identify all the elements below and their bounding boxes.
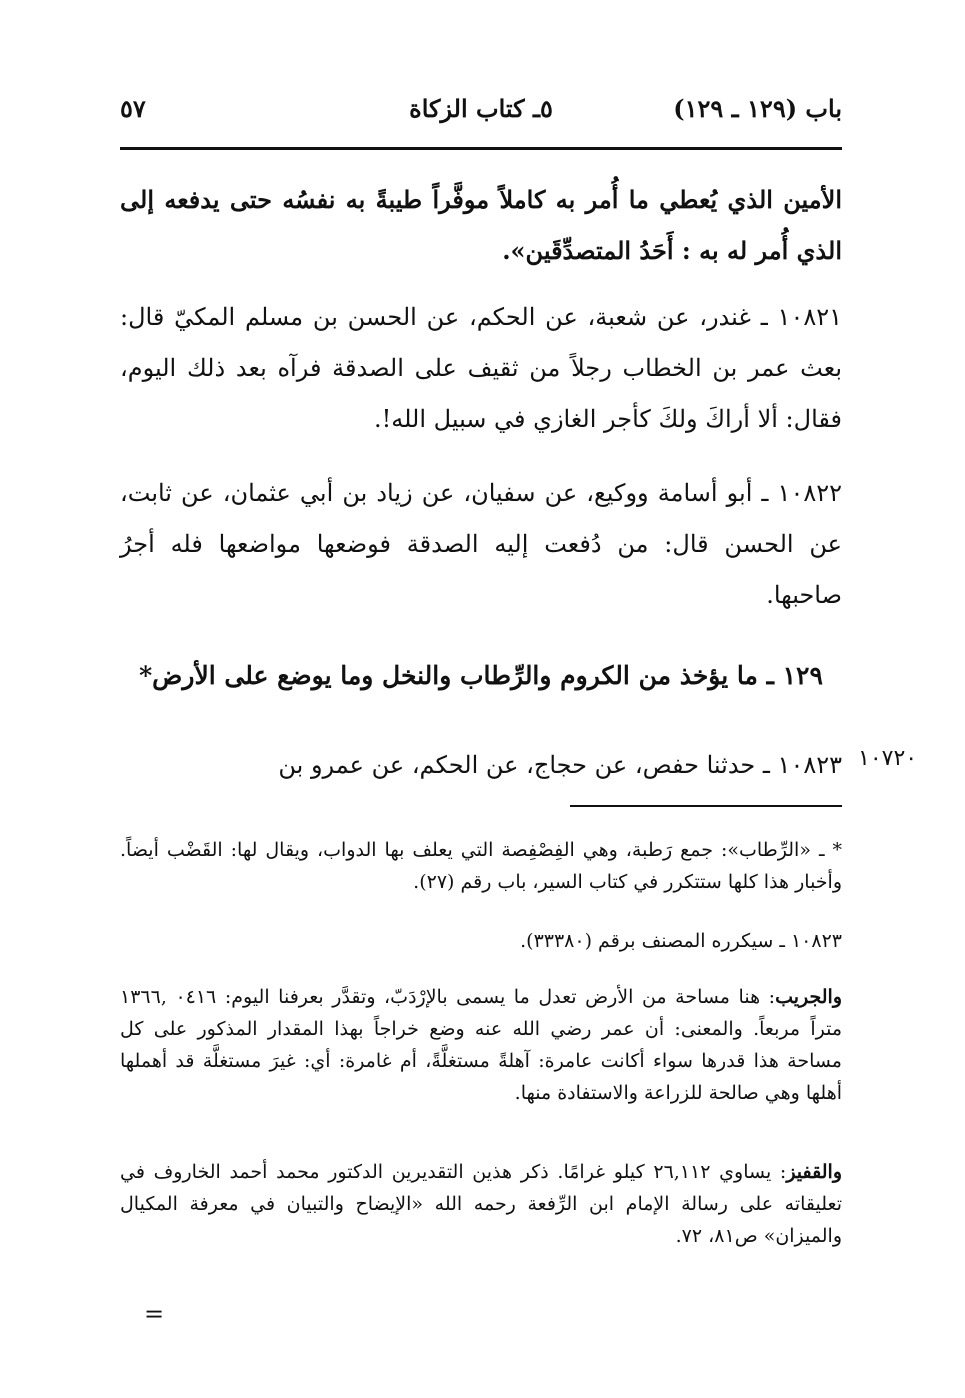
footnote-4-text: : يساوي ٢٦,١١٢ كيلو غرامًا. ذكر هذين التقديرين الدكتور محمد أحمد الخاروف في تعليقاته على رسالة الإمام ابن الرِّفعة رحمه الله «الإيضاح والتبيان في معرفة المكيال والميزان» ص٨١، ٧٢.	[120, 1161, 842, 1247]
book-title: ٥ـ كتاب الزكاة	[409, 94, 553, 123]
page-header	[120, 92, 842, 134]
footnote-rule	[570, 805, 842, 807]
footnote-3-text: : هنا مساحة من الأرض تعدل ما يسمى بالإرْدَبّ، وتقدَّر بعرفنا اليوم: ٠٤١٦ ,١٣٦٦ متراً مربعاً. والمعنى: أن عمر رضي الله عنه وضع خراجاً بهذا المقدار المذكور على كل مساحة هذا قدرها سواء أكانت عامرة: آهلةً مستغلَّةً، أم غامرة: أي: غيرَ مستغلَّة قد أهملها أهلها وهي صالحة للزراعة والاستفادة منها.	[120, 986, 842, 1104]
continuation-mark: =	[144, 1300, 165, 1328]
footnote-3	[120, 981, 842, 1109]
header-rule	[120, 147, 842, 150]
footnote-3-term: والجريب	[775, 986, 842, 1008]
paragraph-3: ١٠٨٢٢ ـ أبو أسامة ووكيع، عن سفيان، عن زياد بن أبي عثمان، عن ثابت، عن الحسن قال: من دُفعت إليه الصدقة فوضعها مواضعها فله أجرُ صاحبها.	[120, 479, 843, 609]
chapter-range: باب (١٢٩ ـ ١٢٩)	[673, 94, 842, 123]
footnote-4-term: والقفيز	[786, 1161, 843, 1183]
margin-reference: ١٠٧٢٠	[858, 746, 918, 771]
footnote-4	[120, 1156, 842, 1252]
footnote-2: ١٠٨٢٣ ـ سيكرره المصنف برقم (٣٣٣٨٠).	[520, 930, 842, 952]
section-heading: ١٢٩ ـ ما يؤخذ من الكروم والرِّطاب والنخل وما يوضع على الأرض*	[139, 661, 823, 690]
paragraph-4: ١٠٨٢٣ ـ حدثنا حفص، عن حجاج، عن الحكم، عن عمرو بن	[278, 751, 842, 779]
page-number: ٥٧	[120, 94, 146, 123]
paragraph-2: ١٠٨٢١ ـ غندر، عن شعبة، عن الحكم، عن الحسن بن مسلم المكيّ قال: بعث عمر بن الخطاب رجلاً من ثقيف على الصدقة فرآه بعد ذلك اليوم، فقال: ألا أراكَ ولكَ كأجر الغازي في سبيل الله!.	[120, 303, 842, 433]
paragraph-1: الأمين الذي يُعطي ما أُمر به كاملاً موفَّراً طيبةً به نفسُه حتى يدفعه إلى الذي أُمر له به : أَحَدُ المتصدِّقَين».	[120, 185, 843, 265]
footnote-1: * ـ «الرِّطاب»: جمع رَطبة، وهي الفِصْفِصة التي يعلف بها الدواب، ويقال لها: القَضْب أيضاً. وأخبار هذا كلها ستتكرر في كتاب السير، باب رقم (٢٧).	[120, 839, 842, 893]
